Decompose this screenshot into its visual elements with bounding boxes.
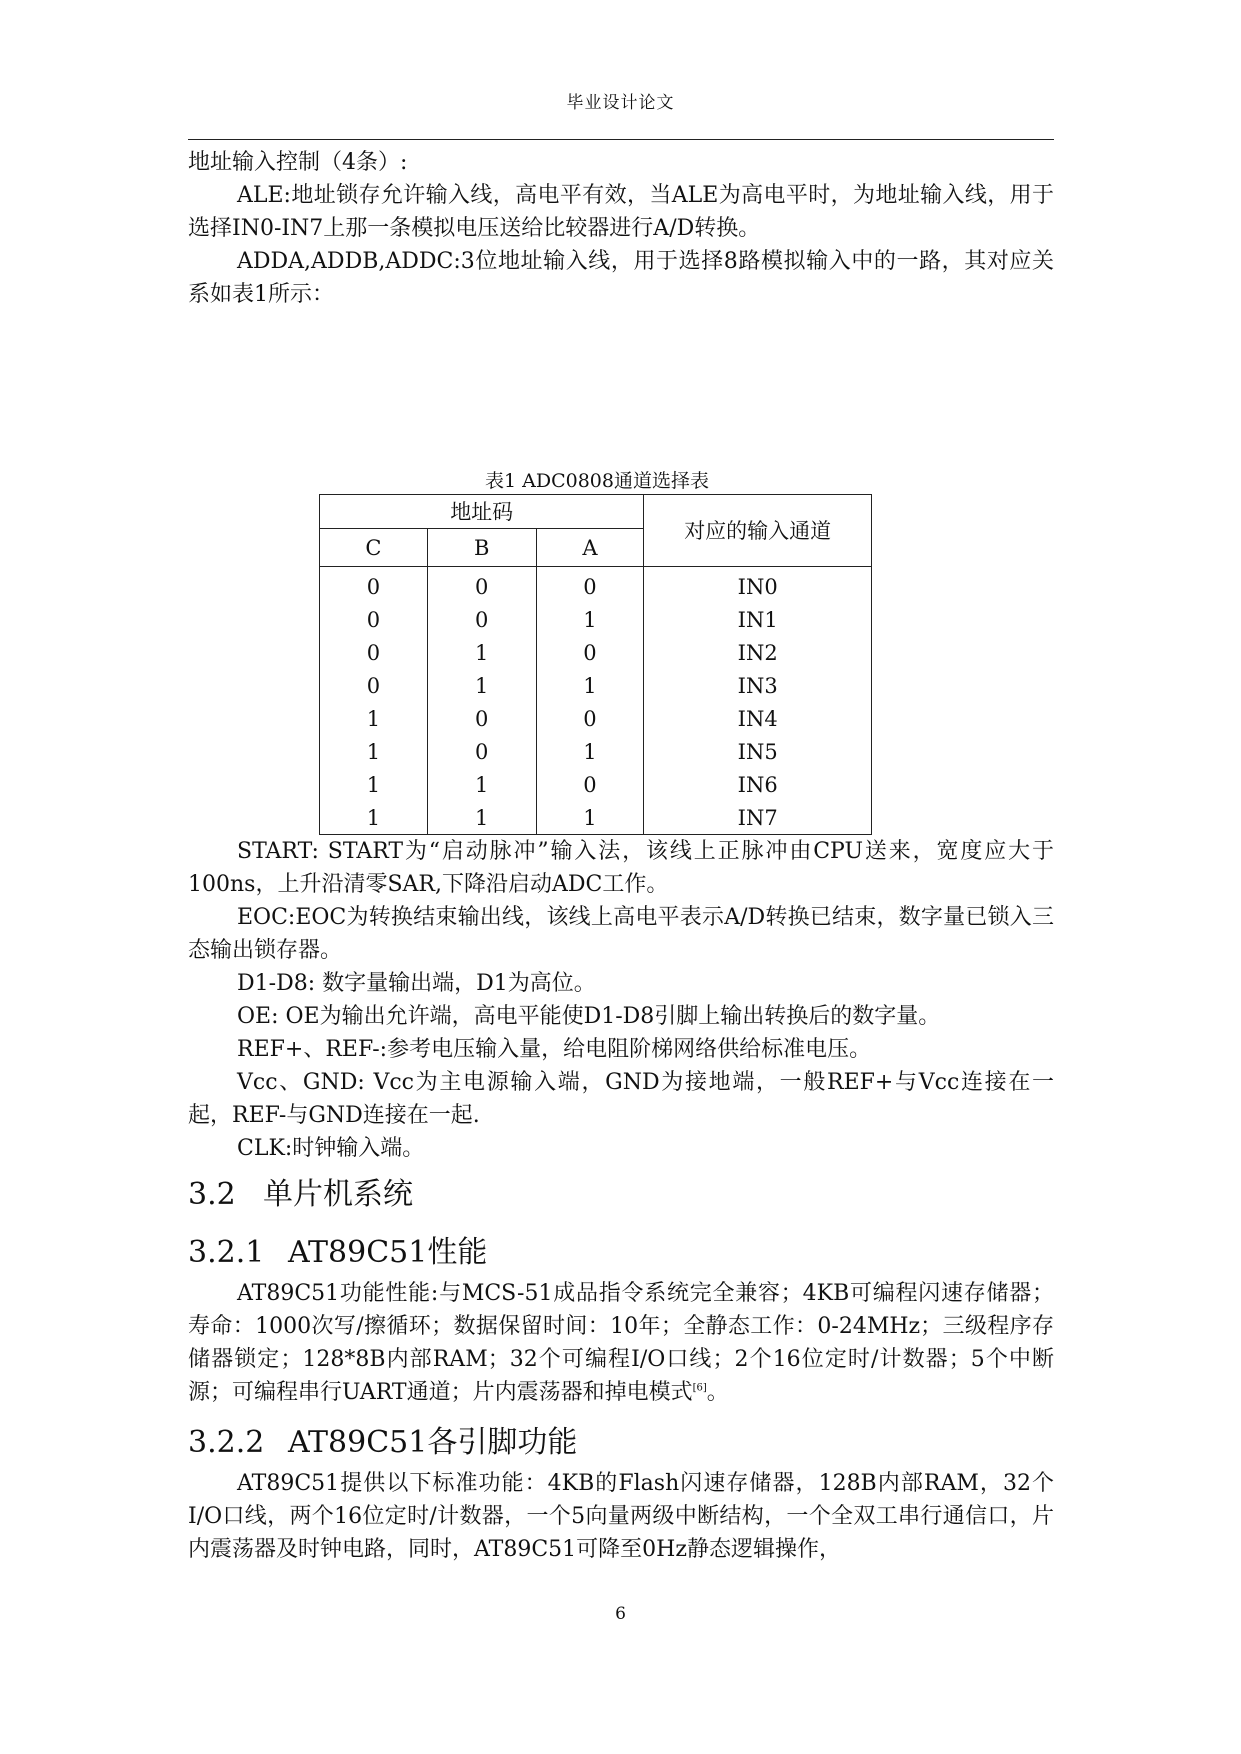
paragraph-oe: OE: OE为输出允许端，高电平能使D1-D8引脚上输出转换后的数字量。	[237, 1004, 941, 1029]
cell-a: 0	[536, 567, 644, 604]
page-header-title: 毕业设计论文	[566, 93, 675, 113]
cell-c: 0	[320, 603, 428, 636]
page-number: 6	[615, 1604, 626, 1624]
paragraph-vcc-gnd: Vcc、GND: Vcc为主电源输入端，GND为接地端，一般REF+与Vcc连接在一起，REF-与GND连接在一起.	[188, 1070, 1054, 1128]
cell-b: 1	[427, 669, 536, 702]
paragraph-at89c51-pins: AT89C51提供以下标准功能：4KB的Flash闪速存储器，128B内部RAM，32个I/O口线，两个16位定时/计数器，一个5向量两级中断结构，一个全双工串行通信口，片内震荡器及时钟电路，同时，AT89C51可降至0Hz静态逻辑操作，	[188, 1471, 1054, 1562]
cell-a: 1	[536, 669, 644, 702]
cell-channel: IN7	[644, 801, 872, 835]
table-row	[320, 636, 872, 669]
page-body	[188, 146, 1054, 1566]
cell-channel: IN6	[644, 768, 872, 801]
paragraph-address-control: 地址输入控制（4条）:	[188, 150, 408, 175]
paragraph-start: START: START为“启动脉冲”输入法，该线上正脉冲由CPU送来，宽度应大于100ns，上升沿清零SAR,下降沿启动ADC工作。	[188, 839, 1054, 897]
header-rule	[188, 139, 1054, 140]
table-header-a: A	[536, 529, 644, 567]
section-heading-3-2	[188, 1171, 1054, 1219]
cell-b: 0	[427, 735, 536, 768]
cell-b: 1	[427, 768, 536, 801]
cell-a: 0	[536, 702, 644, 735]
cell-c: 0	[320, 567, 428, 604]
table-row	[320, 801, 872, 835]
table-body	[320, 567, 872, 835]
citation-ref: [6]	[692, 1382, 707, 1394]
cell-channel: IN0	[644, 567, 872, 604]
cell-c: 0	[320, 636, 428, 669]
paragraph-text: AT89C51功能性能:与MCS-51成品指令系统完全兼容；4KB可编程闪速存储器；寿命：1000次写/擦循环；数据保留时间：10年；全静态工作：0-24MHz；三级程序存储器锁定；128*8B内部RAM；32个可编程I/O口线；2个16位定时/计数器；5个中断源；可编程串行UART通道；片内震荡器和掉电模式	[188, 1281, 1054, 1405]
blank-space	[188, 311, 1054, 461]
table-header-b: B	[427, 529, 536, 567]
cell-channel: IN1	[644, 603, 872, 636]
cell-b: 1	[427, 801, 536, 835]
table-header-c: C	[320, 529, 428, 567]
cell-a: 1	[536, 801, 644, 835]
section-title: 单片机系统	[263, 1177, 413, 1212]
cell-c: 1	[320, 702, 428, 735]
cell-c: 1	[320, 768, 428, 801]
cell-channel: IN3	[644, 669, 872, 702]
table-row	[320, 702, 872, 735]
section-number: 3.2	[188, 1177, 236, 1212]
cell-a: 1	[536, 603, 644, 636]
cell-c: 1	[320, 735, 428, 768]
table-caption: 表1 ADC0808通道选择表	[485, 470, 709, 492]
paragraph-eoc: EOC:EOC为转换结束输出线，该线上高电平表示A/D转换已结束，数字量已锁入三态输出锁存器。	[188, 905, 1054, 963]
cell-b: 0	[427, 702, 536, 735]
cell-c: 0	[320, 669, 428, 702]
cell-c: 1	[320, 801, 428, 835]
paragraph-d1-d8: D1-D8: 数字量输出端，D1为高位。	[237, 971, 596, 996]
table-header-address-code: 地址码	[320, 495, 644, 529]
channel-select-table	[319, 494, 872, 835]
cell-a: 0	[536, 768, 644, 801]
cell-b: 0	[427, 567, 536, 604]
cell-a: 1	[536, 735, 644, 768]
cell-channel: IN2	[644, 636, 872, 669]
cell-a: 0	[536, 636, 644, 669]
section-title: AT89C51各引脚功能	[288, 1425, 578, 1460]
cell-channel: IN5	[644, 735, 872, 768]
cell-channel: IN4	[644, 702, 872, 735]
table-row	[320, 669, 872, 702]
table-row	[320, 735, 872, 768]
paragraph-at89c51-performance	[188, 1277, 1054, 1409]
table-row	[320, 768, 872, 801]
paragraph-clk: CLK:时钟输入端。	[237, 1136, 425, 1161]
section-number: 3.2.1	[188, 1235, 265, 1270]
paragraph-ref: REF+、REF-:参考电压输入量，给电阻阶梯网络供给标准电压。	[237, 1037, 872, 1062]
table-header-channel: 对应的输入通道	[644, 495, 872, 567]
paragraph-adda: ADDA,ADDB,ADDC:3位地址输入线，用于选择8路模拟输入中的一路，其对应关系如表1所示：	[188, 249, 1054, 307]
cell-b: 0	[427, 603, 536, 636]
paragraph-end: 。	[706, 1380, 729, 1405]
section-heading-3-2-2	[188, 1419, 1054, 1467]
paragraph-ale: ALE:地址锁存允许输入线，高电平有效，当ALE为高电平时，为地址输入线，用于选择IN0-IN7上那一条模拟电压送给比较器进行A/D转换。	[188, 183, 1054, 241]
section-heading-3-2-1	[188, 1229, 1054, 1277]
cell-b: 1	[427, 636, 536, 669]
section-title: AT89C51性能	[288, 1235, 488, 1270]
section-number: 3.2.2	[188, 1425, 265, 1460]
table-row	[320, 603, 872, 636]
table-row	[320, 567, 872, 604]
